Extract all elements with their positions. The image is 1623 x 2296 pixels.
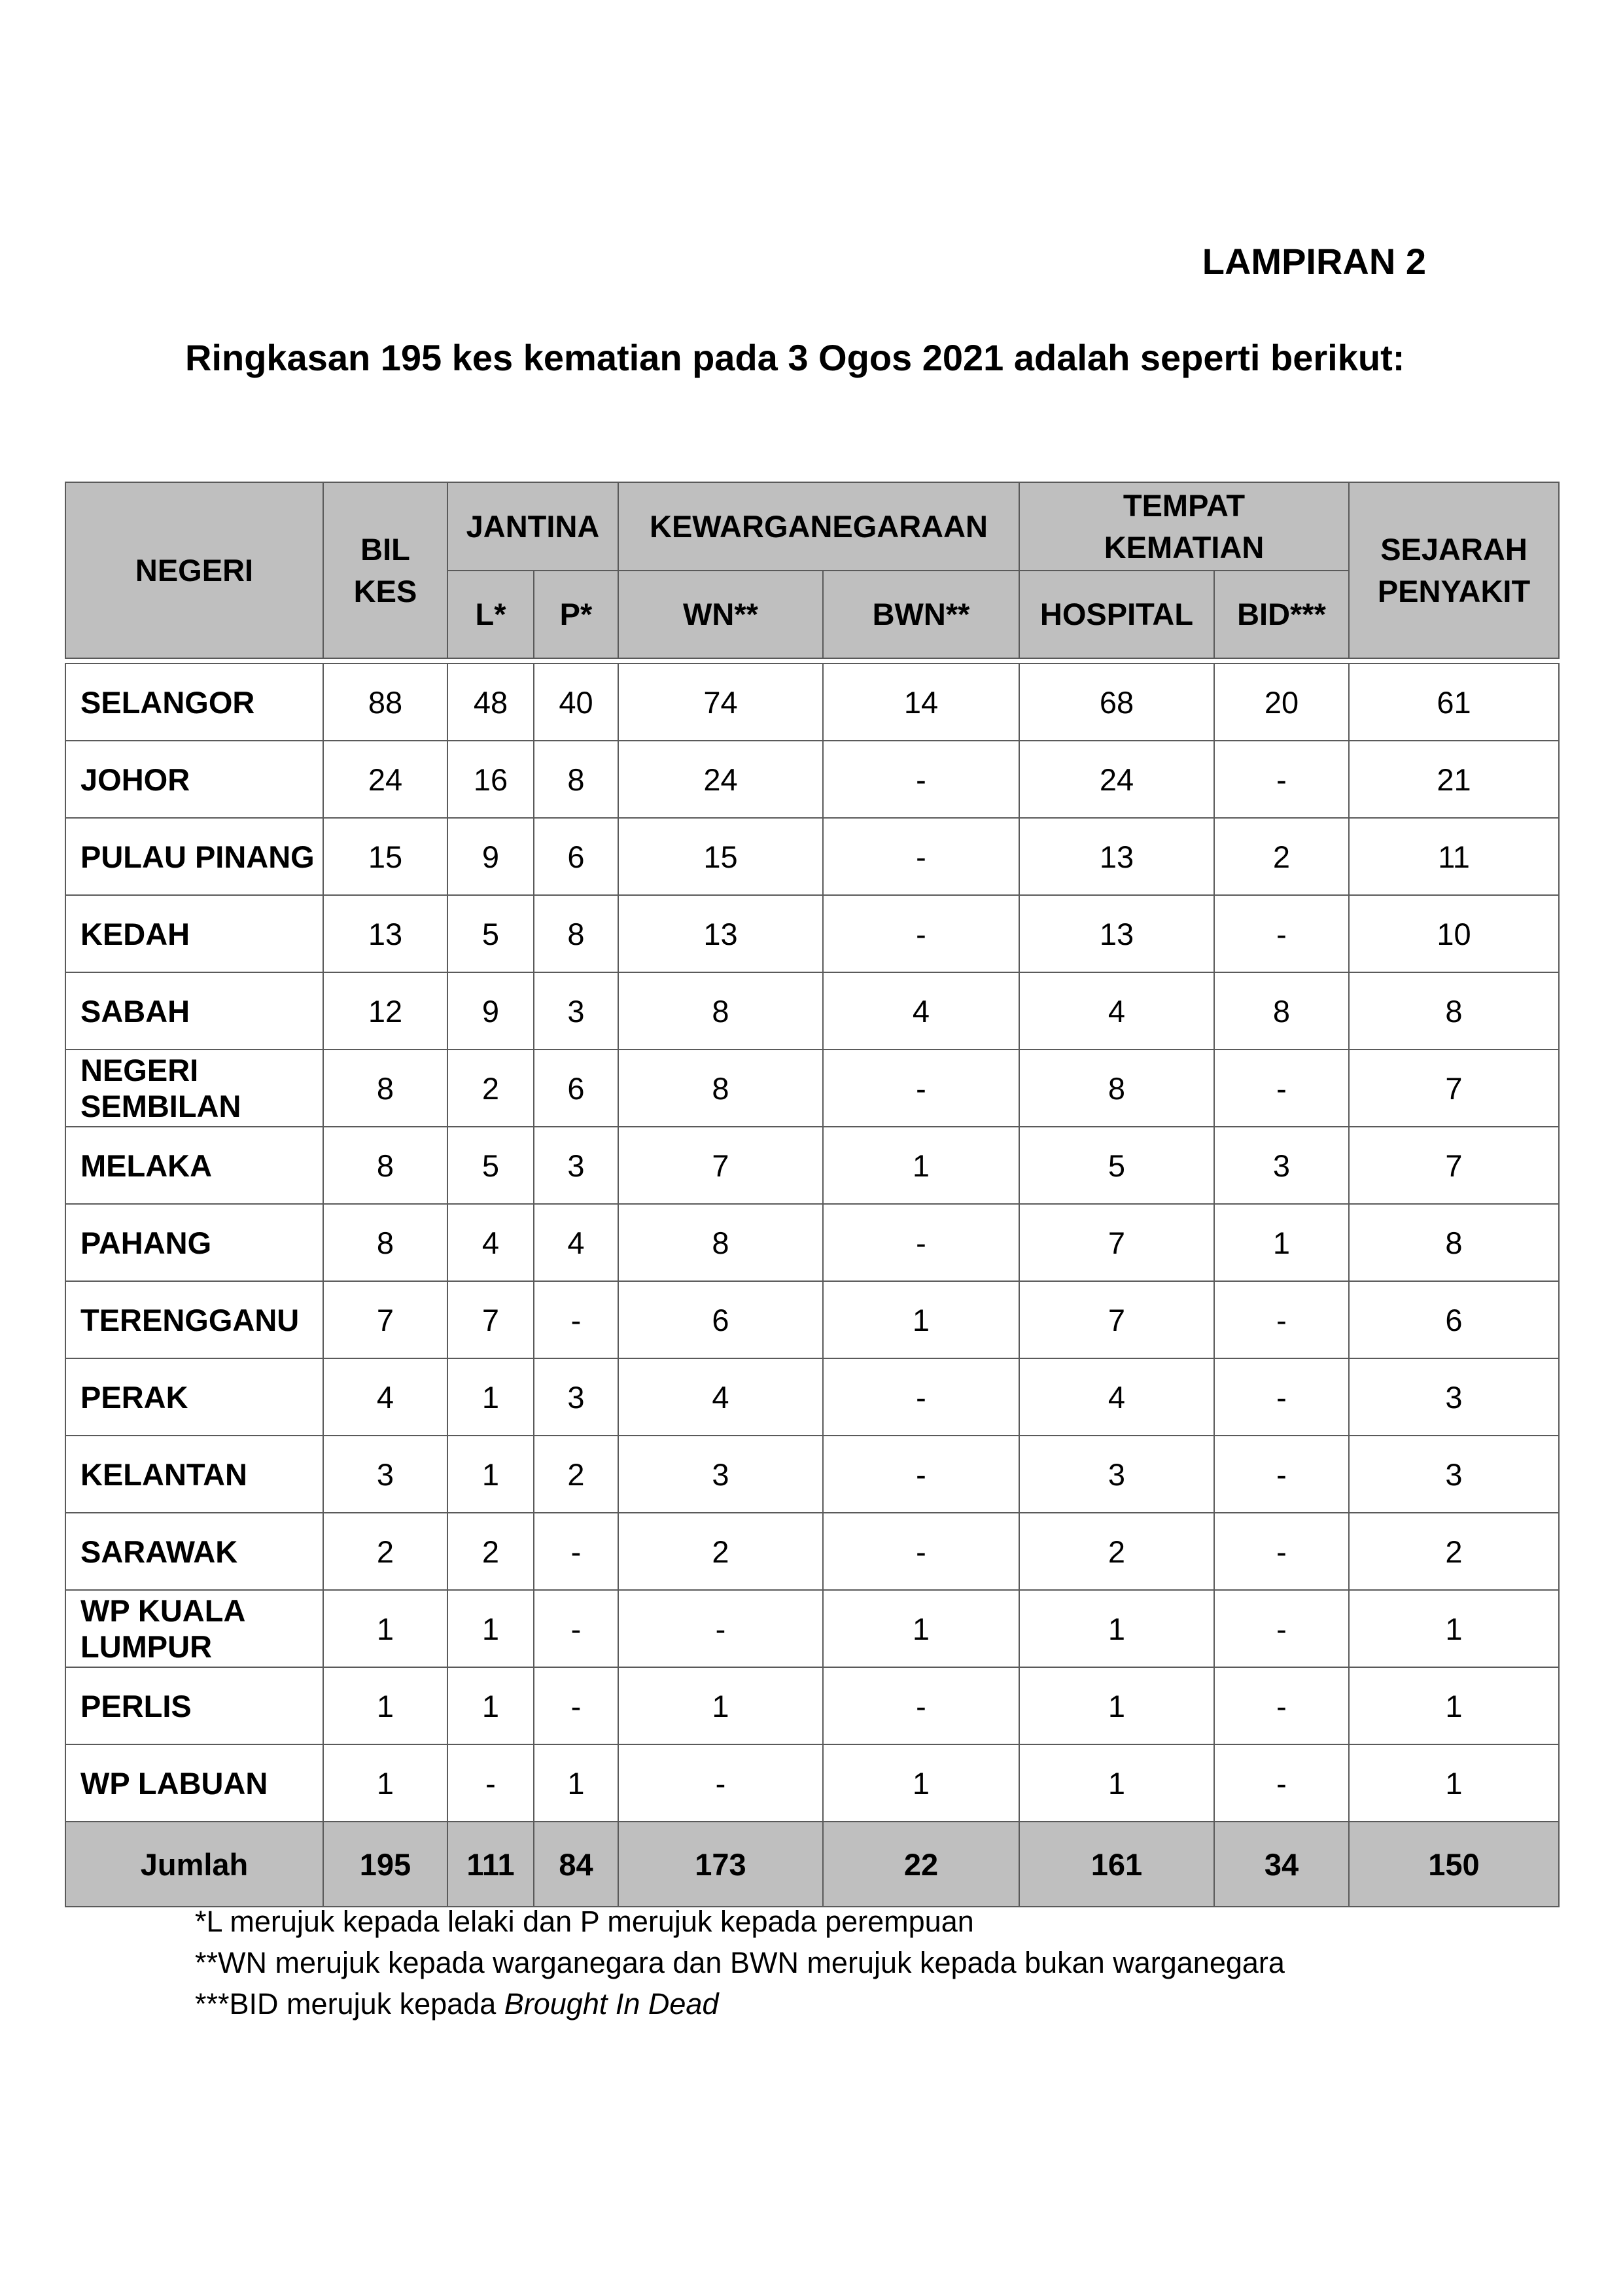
footnote-jantina: *L merujuk kepada lelaki dan P merujuk kepada perempuan <box>195 1905 974 1938</box>
cell-wn: 8 <box>618 972 823 1050</box>
cell-bid: - <box>1214 741 1349 818</box>
cell-bwn: - <box>823 1050 1019 1127</box>
state-name-cell: PERAK <box>65 1358 323 1436</box>
cell-l: 2 <box>447 1513 534 1590</box>
total-p: 84 <box>534 1822 618 1907</box>
cell-bwn: - <box>823 741 1019 818</box>
cell-bwn: - <box>823 1667 1019 1744</box>
cell-p: 1 <box>534 1744 618 1822</box>
total-row <box>65 1822 1559 1907</box>
header-tempat-kematian <box>1019 482 1349 571</box>
total-sejarah: 150 <box>1349 1822 1559 1907</box>
state-name-cell: MELAKA <box>65 1127 323 1204</box>
lampiran-label: LAMPIRAN 2 <box>1202 241 1426 282</box>
cell-l: 48 <box>447 663 534 741</box>
state-name-cell: NEGERI SEMBILAN <box>65 1050 323 1127</box>
cell-wn: - <box>618 1590 823 1667</box>
cell-hospital: 1 <box>1019 1744 1214 1822</box>
cell-bid: - <box>1214 1590 1349 1667</box>
cell-bwn: 1 <box>823 1744 1019 1822</box>
cell-bid: 3 <box>1214 1127 1349 1204</box>
cell-l: 7 <box>447 1281 534 1358</box>
cell-sejarah: 61 <box>1349 663 1559 741</box>
cell-wn: 15 <box>618 818 823 895</box>
header-hospital: HOSPITAL <box>1019 571 1214 658</box>
table-row <box>65 1590 1559 1667</box>
cell-bil: 13 <box>323 895 447 972</box>
state-name-cell: PAHANG <box>65 1204 323 1281</box>
cell-hospital: 13 <box>1019 895 1214 972</box>
state-name-cell: SABAH <box>65 972 323 1050</box>
header-bwn: BWN** <box>823 571 1019 658</box>
state-name-cell: WP KUALA LUMPUR <box>65 1590 323 1667</box>
table-row <box>65 972 1559 1050</box>
cell-bid: 8 <box>1214 972 1349 1050</box>
total-bid: 34 <box>1214 1822 1349 1907</box>
cell-wn: 8 <box>618 1204 823 1281</box>
header-sejarah-penyakit-text: SEJARAH PENYAKIT <box>1377 531 1531 609</box>
cell-bid: - <box>1214 1358 1349 1436</box>
footnote-kewarganegaraan: **WN merujuk kepada warganegara dan BWN merujuk kepada bukan warganegara <box>195 1946 1285 1979</box>
cell-l: 1 <box>447 1358 534 1436</box>
state-name-cell: SARAWAK <box>65 1513 323 1590</box>
table-row <box>65 1513 1559 1590</box>
cell-bil: 4 <box>323 1358 447 1436</box>
total-label: Jumlah <box>65 1822 323 1907</box>
cell-bil: 8 <box>323 1050 447 1127</box>
table-row <box>65 741 1559 818</box>
cell-l: 9 <box>447 818 534 895</box>
cell-bid: - <box>1214 1436 1349 1513</box>
table-row <box>65 818 1559 895</box>
cell-bil: 12 <box>323 972 447 1050</box>
cell-l: 1 <box>447 1436 534 1513</box>
cell-p: - <box>534 1590 618 1667</box>
cell-hospital: 7 <box>1019 1281 1214 1358</box>
cell-wn: 4 <box>618 1358 823 1436</box>
cell-wn: 7 <box>618 1127 823 1204</box>
cell-wn: 24 <box>618 741 823 818</box>
cell-l: 1 <box>447 1667 534 1744</box>
cell-bid: 1 <box>1214 1204 1349 1281</box>
header-bid: BID*** <box>1214 571 1349 658</box>
footnote-bid-italic: Brought In Dead <box>504 1987 719 2021</box>
cell-p: 4 <box>534 1204 618 1281</box>
cell-hospital: 24 <box>1019 741 1214 818</box>
total-l: 111 <box>447 1822 534 1907</box>
cell-sejarah: 7 <box>1349 1050 1559 1127</box>
cell-bil: 24 <box>323 741 447 818</box>
cell-hospital: 5 <box>1019 1127 1214 1204</box>
cell-p: 3 <box>534 1358 618 1436</box>
cell-p: 40 <box>534 663 618 741</box>
cell-bid: 20 <box>1214 663 1349 741</box>
cell-bil: 8 <box>323 1204 447 1281</box>
cell-l: 5 <box>447 1127 534 1204</box>
cell-bwn: - <box>823 1358 1019 1436</box>
table-row <box>65 1204 1559 1281</box>
state-name-cell: TERENGGANU <box>65 1281 323 1358</box>
cell-l: - <box>447 1744 534 1822</box>
cell-hospital: 7 <box>1019 1204 1214 1281</box>
state-name-cell: PULAU PINANG <box>65 818 323 895</box>
header-bil-kes-text: BIL KES <box>353 531 417 609</box>
intro-paragraph: Ringkasan 195 kes kematian pada 3 Ogos 2021 adalah seperti berikut: <box>185 337 1405 378</box>
state-name-cell: SELANGOR <box>65 663 323 741</box>
cell-bil: 3 <box>323 1436 447 1513</box>
total-hospital: 161 <box>1019 1822 1214 1907</box>
state-name-cell: KELANTAN <box>65 1436 323 1513</box>
footnotes <box>195 1901 1285 2024</box>
cell-p: 6 <box>534 1050 618 1127</box>
cell-bil: 8 <box>323 1127 447 1204</box>
table-row <box>65 1050 1559 1127</box>
cell-sejarah: 1 <box>1349 1667 1559 1744</box>
cell-p: 2 <box>534 1436 618 1513</box>
cell-hospital: 4 <box>1019 1358 1214 1436</box>
table-row <box>65 1127 1559 1204</box>
cell-p: 6 <box>534 818 618 895</box>
header-l: L* <box>447 571 534 658</box>
cell-wn: 8 <box>618 1050 823 1127</box>
cell-wn: 1 <box>618 1667 823 1744</box>
cell-bil: 88 <box>323 663 447 741</box>
cell-bwn: - <box>823 1204 1019 1281</box>
header-p: P* <box>534 571 618 658</box>
cell-hospital: 1 <box>1019 1667 1214 1744</box>
cell-bwn: 1 <box>823 1281 1019 1358</box>
cell-bid: - <box>1214 1050 1349 1127</box>
footnote-bid <box>195 1983 1285 2024</box>
header-tempat-kematian-text: TEMPAT KEMATIAN <box>1104 487 1265 565</box>
cell-l: 4 <box>447 1204 534 1281</box>
header-jantina: JANTINA <box>447 482 618 571</box>
cell-sejarah: 21 <box>1349 741 1559 818</box>
cell-bil: 15 <box>323 818 447 895</box>
cell-hospital: 13 <box>1019 818 1214 895</box>
cell-hospital: 8 <box>1019 1050 1214 1127</box>
table-row <box>65 1744 1559 1822</box>
cell-bil: 1 <box>323 1590 447 1667</box>
cell-bwn: 1 <box>823 1590 1019 1667</box>
cell-p: - <box>534 1281 618 1358</box>
footnote-bid-prefix: ***BID merujuk kepada <box>195 1987 504 2021</box>
cell-bwn: - <box>823 1513 1019 1590</box>
cell-bid: - <box>1214 1513 1349 1590</box>
header-bil-kes <box>323 482 447 658</box>
cell-bil: 1 <box>323 1744 447 1822</box>
cell-bid: - <box>1214 1744 1349 1822</box>
cell-p: 3 <box>534 1127 618 1204</box>
header-gap <box>65 658 1559 663</box>
table-row <box>65 895 1559 972</box>
cell-l: 16 <box>447 741 534 818</box>
state-name-cell: PERLIS <box>65 1667 323 1744</box>
state-name-cell: JOHOR <box>65 741 323 818</box>
cell-hospital: 68 <box>1019 663 1214 741</box>
cell-l: 2 <box>447 1050 534 1127</box>
cell-sejarah: 10 <box>1349 895 1559 972</box>
cell-wn: 3 <box>618 1436 823 1513</box>
cell-bil: 1 <box>323 1667 447 1744</box>
cell-wn: 2 <box>618 1513 823 1590</box>
cell-bid: - <box>1214 1667 1349 1744</box>
cell-sejarah: 3 <box>1349 1436 1559 1513</box>
cell-wn: 13 <box>618 895 823 972</box>
cell-wn: 74 <box>618 663 823 741</box>
cell-l: 5 <box>447 895 534 972</box>
cell-sejarah: 1 <box>1349 1744 1559 1822</box>
cell-l: 9 <box>447 972 534 1050</box>
cell-bwn: 4 <box>823 972 1019 1050</box>
cell-bwn: 1 <box>823 1127 1019 1204</box>
total-wn: 173 <box>618 1822 823 1907</box>
cell-bil: 2 <box>323 1513 447 1590</box>
cell-bid: - <box>1214 895 1349 972</box>
table-row <box>65 1436 1559 1513</box>
table-row <box>65 663 1559 741</box>
cell-p: - <box>534 1667 618 1744</box>
cell-sejarah: 3 <box>1349 1358 1559 1436</box>
cell-hospital: 1 <box>1019 1590 1214 1667</box>
cell-hospital: 3 <box>1019 1436 1214 1513</box>
cell-sejarah: 6 <box>1349 1281 1559 1358</box>
cell-bwn: - <box>823 1436 1019 1513</box>
table-row <box>65 1358 1559 1436</box>
cell-bwn: 14 <box>823 663 1019 741</box>
cell-p: - <box>534 1513 618 1590</box>
cell-sejarah: 2 <box>1349 1513 1559 1590</box>
cell-sejarah: 1 <box>1349 1590 1559 1667</box>
table-row <box>65 1667 1559 1744</box>
cell-bid: - <box>1214 1281 1349 1358</box>
total-bil: 195 <box>323 1822 447 1907</box>
total-bwn: 22 <box>823 1822 1019 1907</box>
cell-wn: - <box>618 1744 823 1822</box>
header-kewarganegaraan: KEWARGANEGARAAN <box>618 482 1019 571</box>
state-name-cell: KEDAH <box>65 895 323 972</box>
cell-sejarah: 7 <box>1349 1127 1559 1204</box>
death-cases-table <box>65 482 1560 1907</box>
cell-bil: 7 <box>323 1281 447 1358</box>
header-sejarah-penyakit <box>1349 482 1559 658</box>
header-wn: WN** <box>618 571 823 658</box>
table-row <box>65 1281 1559 1358</box>
cell-hospital: 2 <box>1019 1513 1214 1590</box>
cell-wn: 6 <box>618 1281 823 1358</box>
cell-sejarah: 8 <box>1349 1204 1559 1281</box>
cell-p: 3 <box>534 972 618 1050</box>
cell-hospital: 4 <box>1019 972 1214 1050</box>
cell-p: 8 <box>534 741 618 818</box>
cell-sejarah: 8 <box>1349 972 1559 1050</box>
state-name-cell: WP LABUAN <box>65 1744 323 1822</box>
cell-bwn: - <box>823 895 1019 972</box>
cell-bwn: - <box>823 818 1019 895</box>
cell-sejarah: 11 <box>1349 818 1559 895</box>
header-negeri: NEGERI <box>65 482 323 658</box>
cell-bid: 2 <box>1214 818 1349 895</box>
cell-p: 8 <box>534 895 618 972</box>
cell-l: 1 <box>447 1590 534 1667</box>
